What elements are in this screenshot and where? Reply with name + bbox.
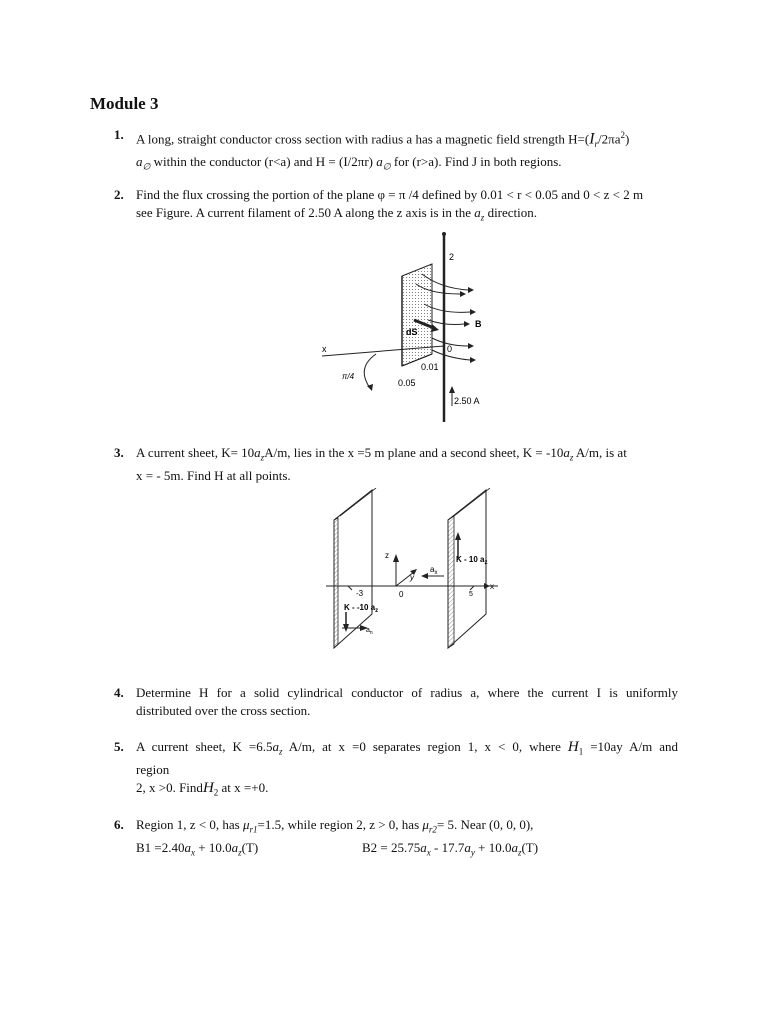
subscript: z [569,452,574,463]
text: Region 1, z < 0, has [136,817,243,832]
question-5 [114,738,678,801]
question-1-line-1 [136,126,678,153]
text: A/m, is at [573,445,627,460]
label-dS: dS [406,327,418,337]
text: =10ay A/m and [583,739,678,754]
label-0.01: 0.01 [421,362,439,372]
symbol-a: a [474,205,481,220]
module-title: Module 3 [90,94,159,113]
symbol-H: H [567,739,579,755]
text: /2πa [598,131,621,147]
label-5: 5 [469,591,473,598]
subscript: z [260,452,265,463]
text: A/m, lies in the x =5 m plane and a second sheet, K = -10 [264,445,564,460]
label-2: 2 [449,252,455,262]
symbol-mu: μ [242,817,250,832]
figure-current-sheets [322,488,502,659]
symbol-H: H [202,779,214,796]
subscript: z [278,746,283,757]
label-ax: $a_x$ [430,565,438,576]
subscript: ∅ [382,161,391,172]
question-number: 2. [114,187,124,202]
subscript: r [594,138,599,149]
label-z: z [385,551,389,560]
label-0: 0 [399,590,404,599]
symbol-a: a [376,153,383,169]
text: within the conductor (r<a) and H = (I/2πr) [150,153,377,169]
question-number: 6. [114,817,124,832]
symbol-mu: μ [422,817,429,832]
symbol-I: I [589,130,595,148]
label-x: x [322,344,327,354]
question-3-line-1 [136,444,678,467]
symbol-a: a [272,739,279,754]
left-sheet [334,490,372,648]
question-number: 4. [114,685,124,700]
label-0: 0 [447,344,453,354]
subscript: ∅ [142,161,151,172]
superscript: 2 [620,130,625,140]
text: A long, straight conductor cross section with radius a has a magnetic field strength H=( [136,131,590,147]
label-x: x [490,582,494,591]
text: see Figure. A current filament of 2.50 A along the z axis is in the [136,205,475,220]
question-1 [114,126,678,176]
label-K-right: K - 10 $a_z$ [456,555,488,566]
label-K-left: K - -10 $a_z$ [344,603,379,614]
label-B: B [475,319,482,329]
label-y: y [410,573,414,582]
label-current: 2.50 A [454,396,480,406]
question-3-line-2: x = - 5m. Find H at all points. [136,467,291,483]
text: 2, x >0. Find [136,779,203,795]
label-an: $a_n$ [366,627,373,636]
text: A current sheet, K= 10 [136,445,255,460]
text: direction. [484,205,538,220]
symbol-a: a [136,153,143,169]
question-2-line-1: Find the flux crossing the portion of the plane φ = π /4 defined by 0.01 < r < 0.05 and 0 < z < 2 m [136,187,644,202]
question-5-line-3 [136,779,678,802]
subscript: 1 [578,746,584,757]
b1-expression: $B1 =2.40a_x + 10.0a_z(T)$ [136,839,259,858]
question-6 [114,816,678,861]
question-number: 3. [114,445,124,460]
question-6-line-1 [136,816,678,839]
label-pi-over-4: π/4 [342,372,355,381]
figure-flux-plane [318,228,498,433]
text: ) [625,131,630,147]
question-4-line-1: Determine H for a solid cylindrical conductor of radius a, where the current I is uniformly [136,685,678,700]
question-3 [114,444,678,485]
text: A/m, at x =0 separates region 1, x < 0, where [282,739,568,754]
subscript: r2 [428,824,437,835]
question-number: 5. [114,739,124,754]
subscript: r1 [249,824,258,835]
text: at x =+0. [218,779,269,795]
question-2 [114,186,678,227]
text: for (r>a). Find J in both regions. [390,153,562,169]
question-4 [114,684,678,720]
question-1-line-2 [136,153,678,176]
question-number: 1. [114,127,124,142]
question-4-line-2: distributed over the cross section. [136,703,311,718]
b2-expression: $B2 = 25.75a_x - 17.7a_y + 10.0a_z(T)$ [362,839,539,858]
subscript: 2 [213,787,219,798]
symbol-a: a [563,445,570,460]
question-6-line-2 [136,839,678,862]
label-0.05: 0.05 [398,378,416,388]
question-5-line-1 [136,738,678,761]
subscript: z [480,212,485,223]
text: A current sheet, K =6.5 [136,739,273,754]
symbol-a: a [254,445,261,460]
question-5-line-2: region [136,761,170,777]
text: =1.5, while region 2, z > 0, has [257,817,423,832]
label-minus-3: -3 [356,589,364,598]
question-2-line-2 [136,204,678,227]
text: = 5. Near (0, 0, 0), [436,817,534,832]
plane-surface [402,264,432,366]
